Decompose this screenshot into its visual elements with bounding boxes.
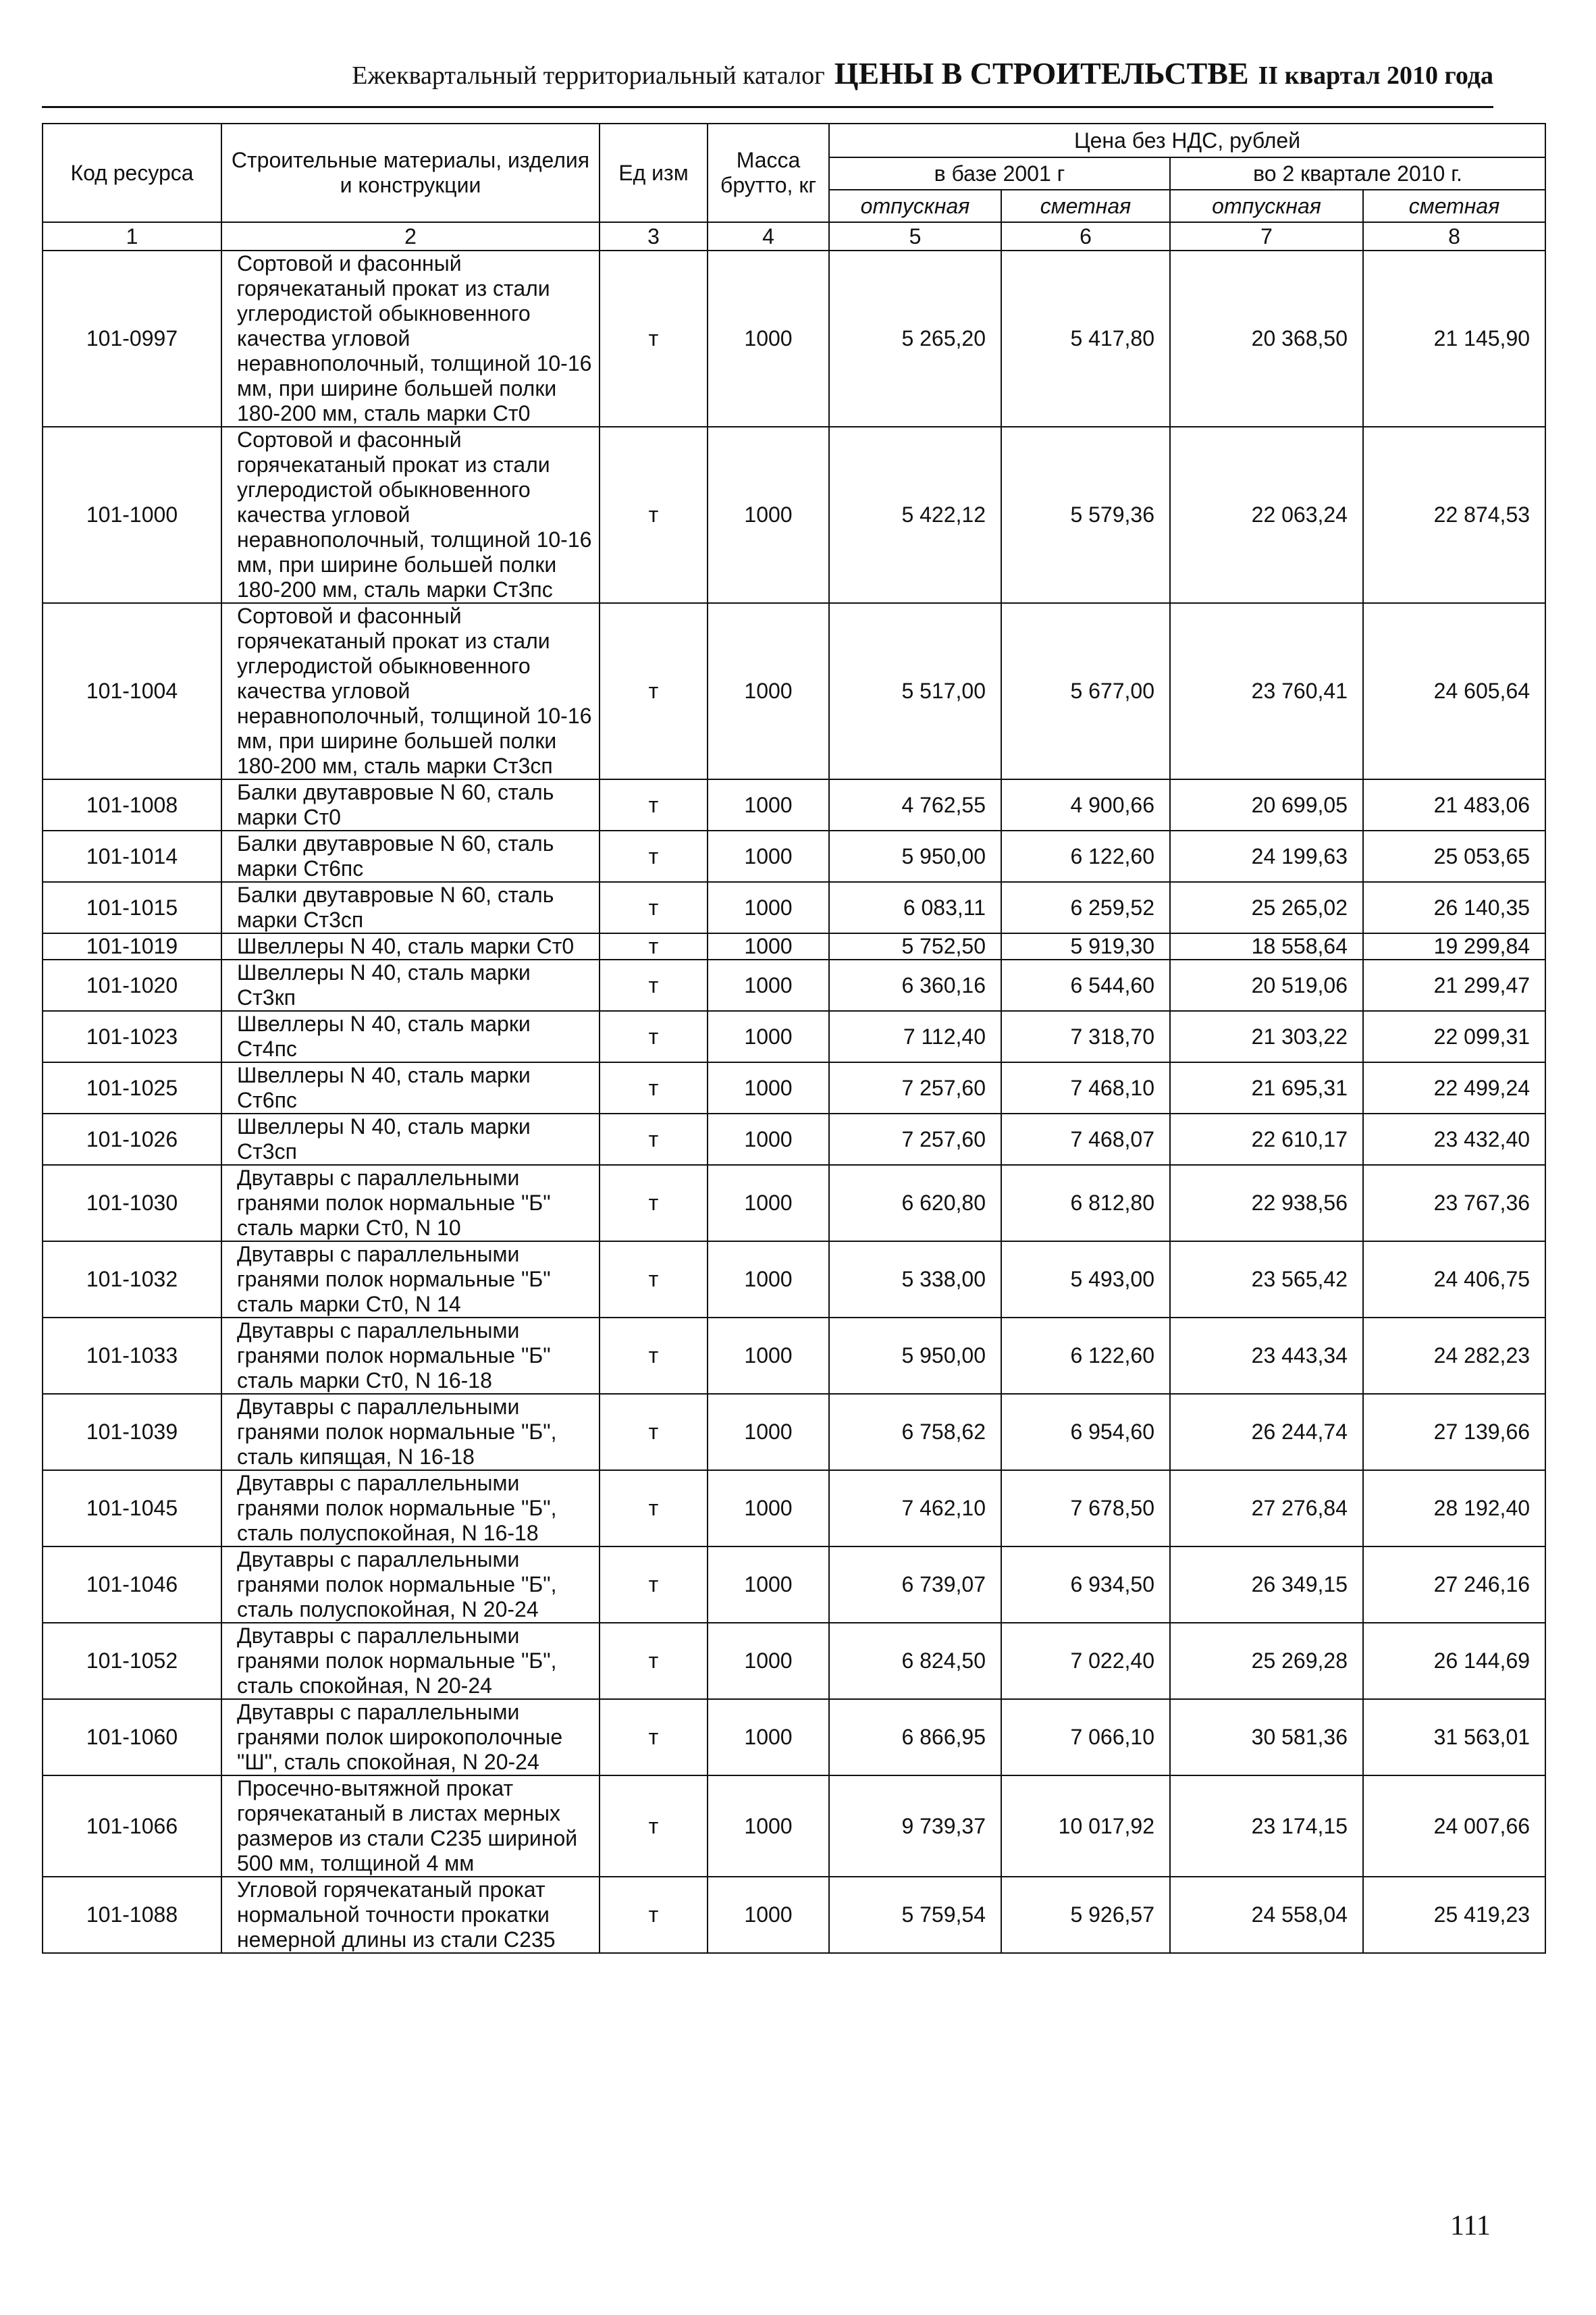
material-name: Сортовой и фасонный горячекатаный прокат из стали углеродистой обыкновенного качества угловой неравнополочный, толщиной 10-16 мм, при ширине большей полки 180-200 мм, сталь марки Ст3пс — [221, 427, 600, 603]
price-base-smet: 7 066,10 — [1001, 1699, 1170, 1775]
price-current-smet: 23 432,40 — [1363, 1114, 1545, 1165]
price-current-otp: 23 443,34 — [1170, 1318, 1363, 1394]
table-body — [43, 251, 1545, 1953]
resource-code: 101-1023 — [43, 1011, 221, 1062]
table-row — [43, 1114, 1545, 1165]
price-current-otp: 20 699,05 — [1170, 779, 1363, 831]
material-name: Двутавры с параллельными гранями полок нормальные "Б", сталь полуспокойная, N 16-18 — [221, 1470, 600, 1546]
column-number: 7 — [1170, 222, 1363, 251]
price-base-smet: 6 954,60 — [1001, 1394, 1170, 1470]
gross-mass: 1000 — [708, 882, 829, 933]
gross-mass: 1000 — [708, 1114, 829, 1165]
resource-code: 101-1032 — [43, 1241, 221, 1318]
table-row — [43, 882, 1545, 933]
page-number: 111 — [1450, 2210, 1491, 2241]
price-base-otp: 5 422,12 — [829, 427, 1001, 603]
header-base-smet: сметная — [1001, 190, 1170, 222]
price-base-otp: 6 620,80 — [829, 1165, 1001, 1241]
gross-mass: 1000 — [708, 1011, 829, 1062]
table-row — [43, 603, 1545, 779]
table-row — [43, 831, 1545, 882]
resource-code: 101-1033 — [43, 1318, 221, 1394]
price-current-smet: 31 563,01 — [1363, 1699, 1545, 1775]
resource-code: 101-1019 — [43, 933, 221, 960]
price-current-smet: 22 499,24 — [1363, 1062, 1545, 1114]
price-current-smet: 24 007,66 — [1363, 1775, 1545, 1877]
price-base-smet: 10 017,92 — [1001, 1775, 1170, 1877]
material-name: Просечно-вытяжной прокат горячекатаный в листах мерных размеров из стали С235 шириной 500 мм, толщиной 4 мм — [221, 1775, 600, 1877]
table-row — [43, 1699, 1545, 1775]
price-base-otp: 5 752,50 — [829, 933, 1001, 960]
unit-of-measure: т — [600, 1699, 708, 1775]
price-current-otp: 25 265,02 — [1170, 882, 1363, 933]
resource-code: 101-1026 — [43, 1114, 221, 1165]
material-name: Сортовой и фасонный горячекатаный прокат из стали углеродистой обыкновенного качества угловой неравнополочный, толщиной 10-16 мм, при ширине большей полки 180-200 мм, сталь марки Ст3сп — [221, 603, 600, 779]
table-row — [43, 1470, 1545, 1546]
unit-of-measure: т — [600, 960, 708, 1011]
price-base-otp: 6 758,62 — [829, 1394, 1001, 1470]
material-name: Швеллеры N 40, сталь марки Ст0 — [221, 933, 600, 960]
price-current-otp: 20 368,50 — [1170, 251, 1363, 427]
material-name: Швеллеры N 40, сталь марки Ст3кп — [221, 960, 600, 1011]
price-current-otp: 23 565,42 — [1170, 1241, 1363, 1318]
header-q2-2010: во 2 квартале 2010 г. — [1170, 157, 1545, 190]
resource-code: 101-1088 — [43, 1877, 221, 1953]
material-name: Двутавры с параллельными гранями полок нормальные "Б", сталь спокойная, N 20-24 — [221, 1623, 600, 1699]
resource-code: 101-1066 — [43, 1775, 221, 1877]
price-base-otp: 6 083,11 — [829, 882, 1001, 933]
material-name: Двутавры с параллельными гранями полок нормальные "Б" сталь марки Ст0, N 14 — [221, 1241, 600, 1318]
price-base-otp: 7 112,40 — [829, 1011, 1001, 1062]
price-current-smet: 22 099,31 — [1363, 1011, 1545, 1062]
price-base-smet: 5 417,80 — [1001, 251, 1170, 427]
unit-of-measure: т — [600, 1165, 708, 1241]
table-row — [43, 251, 1545, 427]
resource-code: 101-1015 — [43, 882, 221, 933]
gross-mass: 1000 — [708, 603, 829, 779]
gross-mass: 1000 — [708, 1470, 829, 1546]
unit-of-measure: т — [600, 882, 708, 933]
unit-of-measure: т — [600, 603, 708, 779]
gross-mass: 1000 — [708, 1318, 829, 1394]
price-base-smet: 6 812,80 — [1001, 1165, 1170, 1241]
unit-of-measure: т — [600, 1062, 708, 1114]
price-current-otp: 26 349,15 — [1170, 1546, 1363, 1623]
resource-code: 101-1030 — [43, 1165, 221, 1241]
page-header — [42, 55, 1493, 108]
gross-mass: 1000 — [708, 831, 829, 882]
table-row — [43, 1165, 1545, 1241]
unit-of-measure: т — [600, 779, 708, 831]
material-name: Двутавры с параллельными гранями полок нормальные "Б", сталь кипящая, N 16-18 — [221, 1394, 600, 1470]
table-row — [43, 1775, 1545, 1877]
price-current-smet: 24 605,64 — [1363, 603, 1545, 779]
header-unit: Ед изм — [600, 124, 708, 222]
price-base-otp: 6 360,16 — [829, 960, 1001, 1011]
price-current-otp: 22 610,17 — [1170, 1114, 1363, 1165]
column-number: 5 — [829, 222, 1001, 251]
table-row — [43, 1623, 1545, 1699]
unit-of-measure: т — [600, 1394, 708, 1470]
material-name: Двутавры с параллельными гранями полок нормальные "Б" сталь марки Ст0, N 16-18 — [221, 1318, 600, 1394]
header-base-otp: отпускная — [829, 190, 1001, 222]
price-current-smet: 25 419,23 — [1363, 1877, 1545, 1953]
catalog-title: ЦЕНЫ В СТРОИТЕЛЬСТВЕ — [834, 56, 1249, 90]
price-current-smet: 21 145,90 — [1363, 251, 1545, 427]
price-current-otp: 25 269,28 — [1170, 1623, 1363, 1699]
gross-mass: 1000 — [708, 427, 829, 603]
resource-code: 101-1045 — [43, 1470, 221, 1546]
resource-code: 101-0997 — [43, 251, 221, 427]
price-base-smet: 6 122,60 — [1001, 831, 1170, 882]
unit-of-measure: т — [600, 427, 708, 603]
price-current-otp: 23 174,15 — [1170, 1775, 1363, 1877]
table-row — [43, 1011, 1545, 1062]
material-name: Швеллеры N 40, сталь марки Ст4пс — [221, 1011, 600, 1062]
column-number: 2 — [221, 222, 600, 251]
price-base-smet: 6 544,60 — [1001, 960, 1170, 1011]
price-base-smet: 6 259,52 — [1001, 882, 1170, 933]
resource-code: 101-1039 — [43, 1394, 221, 1470]
price-base-smet: 7 022,40 — [1001, 1623, 1170, 1699]
unit-of-measure: т — [600, 1877, 708, 1953]
unit-of-measure: т — [600, 1546, 708, 1623]
unit-of-measure: т — [600, 1623, 708, 1699]
price-base-otp: 6 824,50 — [829, 1623, 1001, 1699]
price-base-otp: 5 759,54 — [829, 1877, 1001, 1953]
material-name: Балки двутавровые N 60, сталь марки Ст6пс — [221, 831, 600, 882]
material-name: Двутавры с параллельными гранями полок нормальные "Б", сталь полуспокойная, N 20-24 — [221, 1546, 600, 1623]
price-current-smet: 21 299,47 — [1363, 960, 1545, 1011]
resource-code: 101-1000 — [43, 427, 221, 603]
price-base-smet: 6 934,50 — [1001, 1546, 1170, 1623]
material-name: Сортовой и фасонный горячекатаный прокат из стали углеродистой обыкновенного качества угловой неравнополочный, толщиной 10-16 мм, при ширине большей полки 180-200 мм, сталь марки Ст0 — [221, 251, 600, 427]
unit-of-measure: т — [600, 933, 708, 960]
price-base-otp: 4 762,55 — [829, 779, 1001, 831]
price-base-otp: 5 517,00 — [829, 603, 1001, 779]
resource-code: 101-1014 — [43, 831, 221, 882]
price-base-otp: 7 257,60 — [829, 1062, 1001, 1114]
price-current-otp: 21 303,22 — [1170, 1011, 1363, 1062]
price-current-smet: 24 282,23 — [1363, 1318, 1545, 1394]
table-row — [43, 1241, 1545, 1318]
gross-mass: 1000 — [708, 1623, 829, 1699]
price-current-smet: 19 299,84 — [1363, 933, 1545, 960]
header-base-2001: в базе 2001 г — [829, 157, 1170, 190]
price-base-otp: 5 950,00 — [829, 1318, 1001, 1394]
price-base-otp: 5 338,00 — [829, 1241, 1001, 1318]
price-current-otp: 26 244,74 — [1170, 1394, 1363, 1470]
material-name: Балки двутавровые N 60, сталь марки Ст3сп — [221, 882, 600, 933]
gross-mass: 1000 — [708, 1546, 829, 1623]
resource-code: 101-1020 — [43, 960, 221, 1011]
resource-code: 101-1008 — [43, 779, 221, 831]
price-current-smet: 25 053,65 — [1363, 831, 1545, 882]
table-row — [43, 960, 1545, 1011]
price-base-smet: 5 493,00 — [1001, 1241, 1170, 1318]
header-code: Код ресурса — [43, 124, 221, 222]
unit-of-measure: т — [600, 1114, 708, 1165]
gross-mass: 1000 — [708, 251, 829, 427]
price-base-smet: 7 318,70 — [1001, 1011, 1170, 1062]
price-current-otp: 20 519,06 — [1170, 960, 1363, 1011]
price-current-smet: 26 144,69 — [1363, 1623, 1545, 1699]
unit-of-measure: т — [600, 1011, 708, 1062]
resource-code: 101-1052 — [43, 1623, 221, 1699]
catalog-period: II квартал 2010 года — [1258, 61, 1493, 90]
unit-of-measure: т — [600, 1775, 708, 1877]
header-cur-smet: сметная — [1363, 190, 1545, 222]
material-name: Угловой горячекатаный прокат нормальной точности прокатки немерной длины из стали С235 — [221, 1877, 600, 1953]
table-row — [43, 779, 1545, 831]
gross-mass: 1000 — [708, 779, 829, 831]
price-base-otp: 6 866,95 — [829, 1699, 1001, 1775]
header-price-group: Цена без НДС, рублей — [829, 124, 1545, 157]
gross-mass: 1000 — [708, 1165, 829, 1241]
price-base-otp: 5 950,00 — [829, 831, 1001, 882]
price-current-smet: 26 140,35 — [1363, 882, 1545, 933]
price-base-otp: 7 257,60 — [829, 1114, 1001, 1165]
column-number: 1 — [43, 222, 221, 251]
gross-mass: 1000 — [708, 1062, 829, 1114]
material-name: Двутавры с параллельными гранями полок широкополочные "Ш", сталь спокойная, N 20-24 — [221, 1699, 600, 1775]
price-current-otp: 21 695,31 — [1170, 1062, 1363, 1114]
price-current-otp: 18 558,64 — [1170, 933, 1363, 960]
unit-of-measure: т — [600, 831, 708, 882]
price-table — [42, 123, 1546, 1954]
price-current-otp: 24 199,63 — [1170, 831, 1363, 882]
price-base-smet: 5 919,30 — [1001, 933, 1170, 960]
price-current-smet: 23 767,36 — [1363, 1165, 1545, 1241]
price-base-smet: 5 677,00 — [1001, 603, 1170, 779]
gross-mass: 1000 — [708, 1877, 829, 1953]
unit-of-measure: т — [600, 251, 708, 427]
unit-of-measure: т — [600, 1470, 708, 1546]
price-base-smet: 5 579,36 — [1001, 427, 1170, 603]
price-current-smet: 22 874,53 — [1363, 427, 1545, 603]
gross-mass: 1000 — [708, 1699, 829, 1775]
header-name: Строительные материалы, изделия и конструкции — [221, 124, 600, 222]
gross-mass: 1000 — [708, 960, 829, 1011]
table-row — [43, 427, 1545, 603]
price-current-otp: 22 938,56 — [1170, 1165, 1363, 1241]
resource-code: 101-1046 — [43, 1546, 221, 1623]
price-base-otp: 9 739,37 — [829, 1775, 1001, 1877]
header-mass: Масса брутто, кг — [708, 124, 829, 222]
column-number: 6 — [1001, 222, 1170, 251]
material-name: Швеллеры N 40, сталь марки Ст6пс — [221, 1062, 600, 1114]
price-current-otp: 24 558,04 — [1170, 1877, 1363, 1953]
material-name: Швеллеры N 40, сталь марки Ст3сп — [221, 1114, 600, 1165]
column-number: 3 — [600, 222, 708, 251]
price-current-otp: 27 276,84 — [1170, 1470, 1363, 1546]
catalog-label: Ежеквартальный территориальный каталог — [352, 61, 825, 90]
unit-of-measure: т — [600, 1241, 708, 1318]
resource-code: 101-1004 — [43, 603, 221, 779]
price-base-otp: 6 739,07 — [829, 1546, 1001, 1623]
material-name: Балки двутавровые N 60, сталь марки Ст0 — [221, 779, 600, 831]
header-cur-otp: отпускная — [1170, 190, 1363, 222]
table-row — [43, 1546, 1545, 1623]
price-current-otp: 23 760,41 — [1170, 603, 1363, 779]
price-current-smet: 24 406,75 — [1363, 1241, 1545, 1318]
price-current-smet: 28 192,40 — [1363, 1470, 1545, 1546]
gross-mass: 1000 — [708, 933, 829, 960]
price-base-smet: 7 468,07 — [1001, 1114, 1170, 1165]
price-base-otp: 7 462,10 — [829, 1470, 1001, 1546]
price-current-otp: 22 063,24 — [1170, 427, 1363, 603]
price-current-smet: 27 246,16 — [1363, 1546, 1545, 1623]
column-number: 4 — [708, 222, 829, 251]
gross-mass: 1000 — [708, 1241, 829, 1318]
unit-of-measure: т — [600, 1318, 708, 1394]
table-row — [43, 933, 1545, 960]
gross-mass: 1000 — [708, 1394, 829, 1470]
material-name: Двутавры с параллельными гранями полок нормальные "Б" сталь марки Ст0, N 10 — [221, 1165, 600, 1241]
table-row — [43, 1877, 1545, 1953]
table-row — [43, 1394, 1545, 1470]
resource-code: 101-1060 — [43, 1699, 221, 1775]
table-row — [43, 1062, 1545, 1114]
gross-mass: 1000 — [708, 1775, 829, 1877]
table-row — [43, 1318, 1545, 1394]
resource-code: 101-1025 — [43, 1062, 221, 1114]
column-number: 8 — [1363, 222, 1545, 251]
price-base-smet: 6 122,60 — [1001, 1318, 1170, 1394]
price-base-smet: 7 678,50 — [1001, 1470, 1170, 1546]
price-base-smet: 5 926,57 — [1001, 1877, 1170, 1953]
price-current-otp: 30 581,36 — [1170, 1699, 1363, 1775]
price-base-smet: 4 900,66 — [1001, 779, 1170, 831]
price-base-smet: 7 468,10 — [1001, 1062, 1170, 1114]
price-current-smet: 27 139,66 — [1363, 1394, 1545, 1470]
price-current-smet: 21 483,06 — [1363, 779, 1545, 831]
price-base-otp: 5 265,20 — [829, 251, 1001, 427]
column-number-row — [43, 222, 1545, 251]
